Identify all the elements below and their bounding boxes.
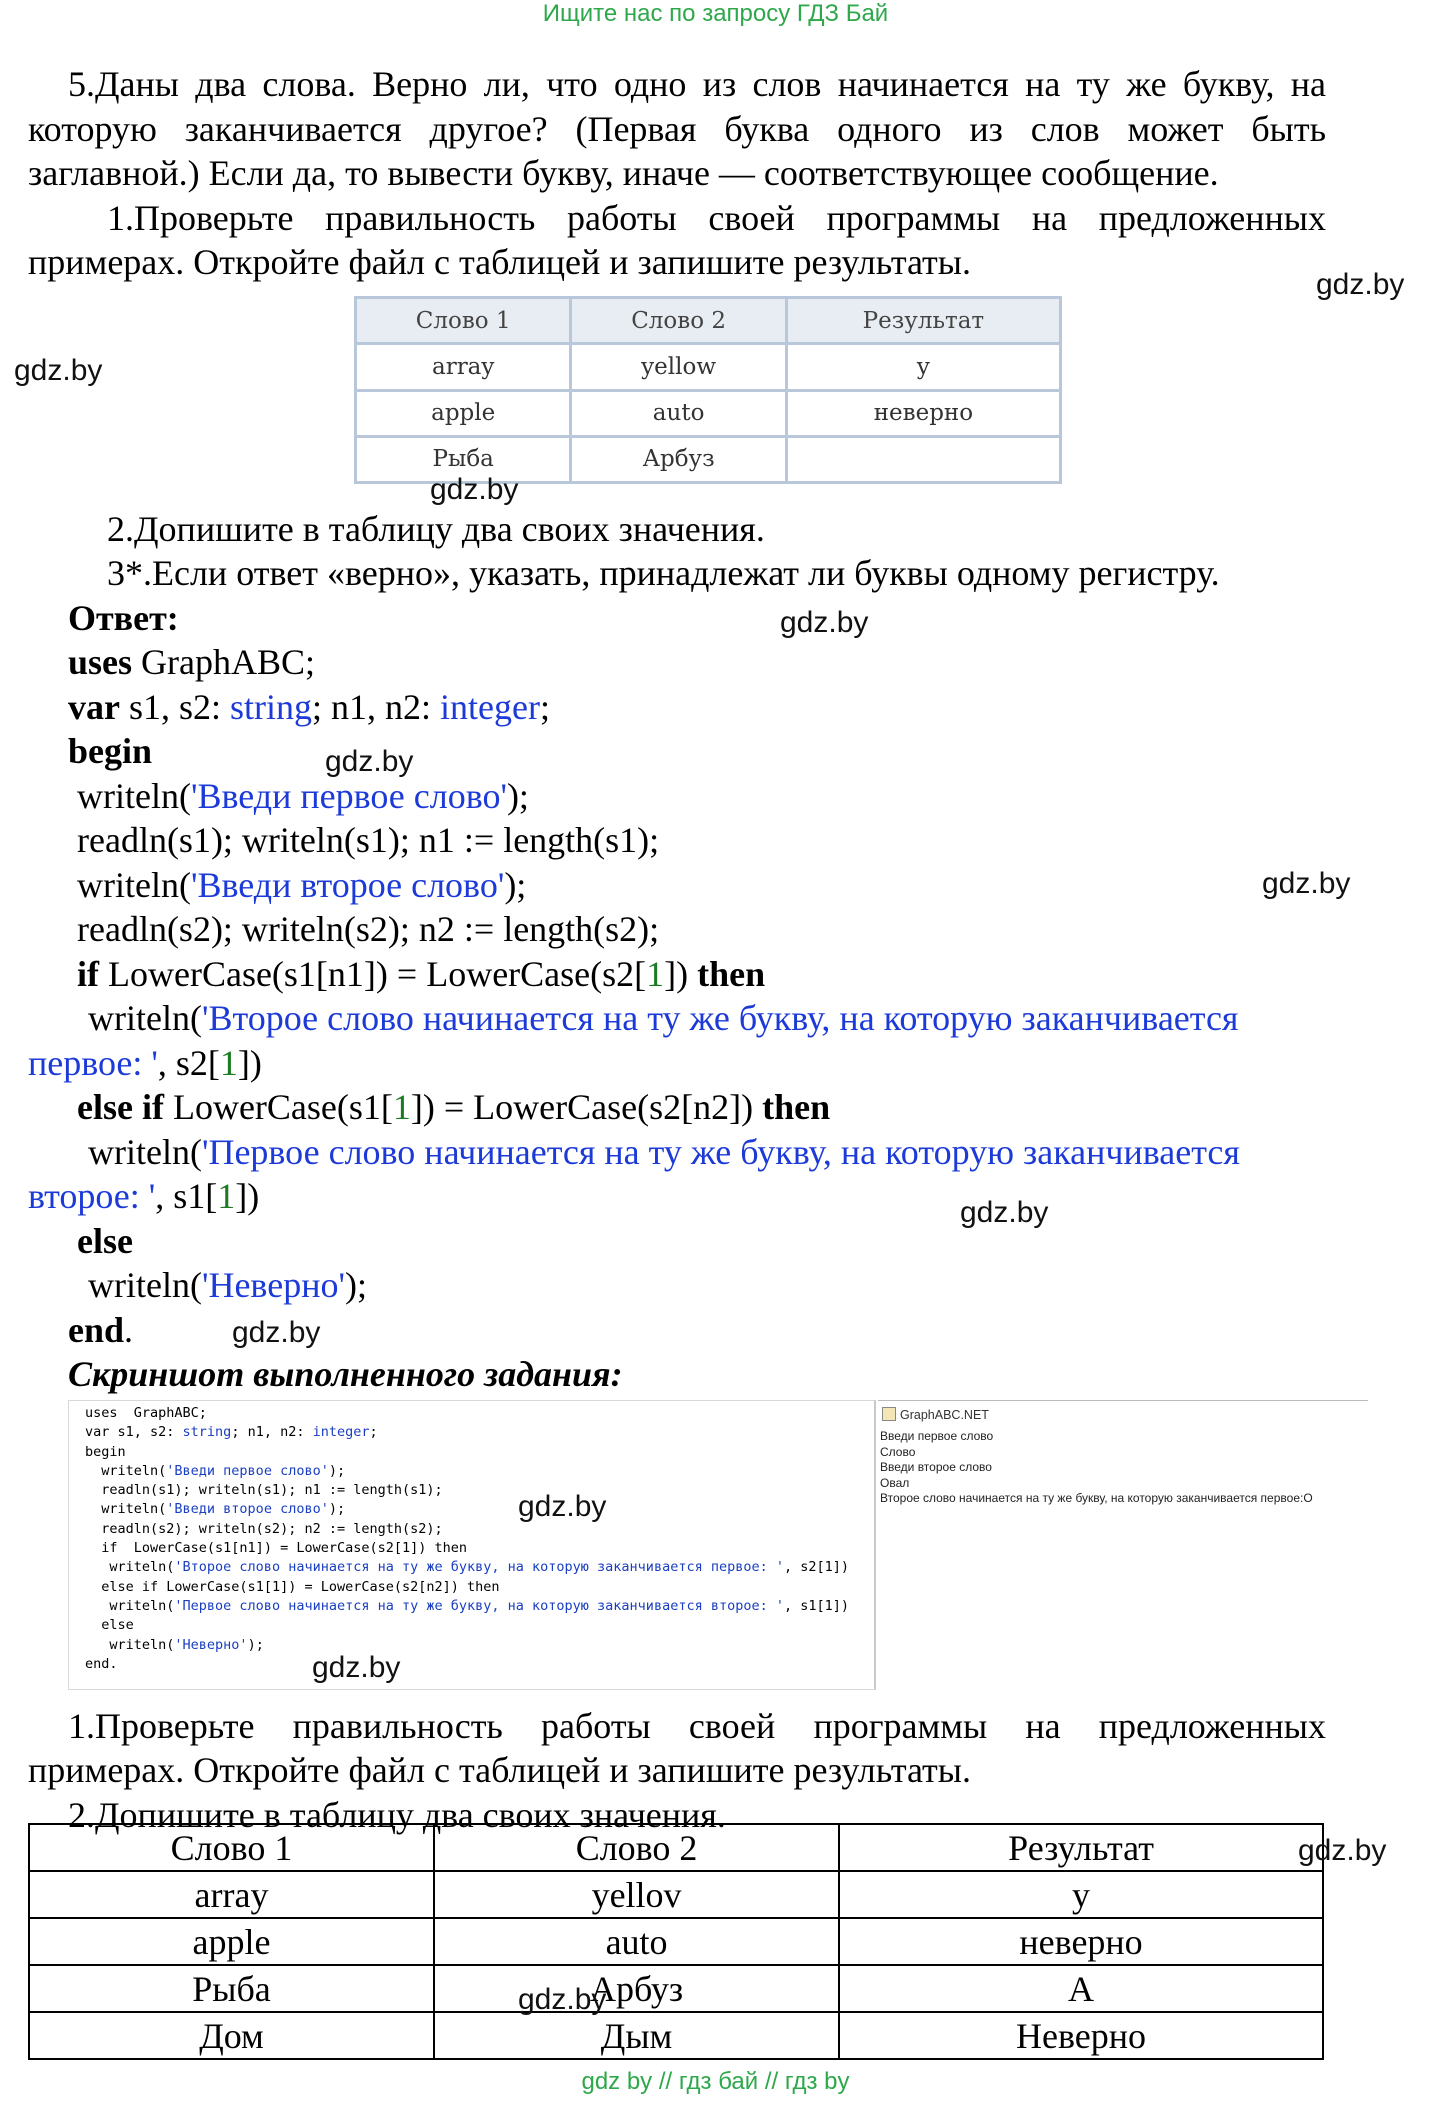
step-2: 2.Допишите в таблицу два своих значения. bbox=[107, 509, 765, 549]
table-cell: array bbox=[29, 1871, 434, 1918]
screenshot-code-line bbox=[85, 1520, 874, 1539]
code-text: ); bbox=[328, 1501, 346, 1518]
code-keyword: then bbox=[467, 1578, 500, 1595]
code-line-writeln-3-cont bbox=[28, 1041, 262, 1086]
code-type: string bbox=[230, 687, 313, 727]
bottom-line-1: 1.Проверьте правильность работы своей программы на предложенных bbox=[68, 1706, 1326, 1746]
table-cell: y bbox=[786, 344, 1060, 390]
table-cell: Дым bbox=[434, 2012, 839, 2059]
screenshot-code-line bbox=[85, 1500, 874, 1519]
code-line-writeln-5 bbox=[88, 1263, 367, 1308]
table-header: Слово 1 bbox=[29, 1824, 434, 1871]
code-keyword: else if bbox=[85, 1578, 159, 1595]
code-keyword: var bbox=[85, 1424, 110, 1441]
watermark: gdz.by bbox=[518, 1490, 607, 1523]
code-type: string bbox=[182, 1424, 232, 1441]
task-line-1: 5.Даны два слова. Верно ли, что одно из слов начинается на ту же букву, на bbox=[68, 64, 1326, 104]
code-text: readln(s2); writeln(s2); n2 := length(s2); bbox=[85, 1520, 443, 1537]
table-cell: auto bbox=[571, 390, 786, 436]
code-text: writeln( bbox=[85, 1597, 175, 1614]
program-screenshot bbox=[68, 1400, 1368, 1690]
table-cell: Дом bbox=[29, 2012, 434, 2059]
code-line-uses bbox=[68, 640, 315, 685]
code-keyword: then bbox=[762, 1087, 831, 1127]
code-string: 'Первое слово начинается на ту же букву, на которую заканчивается второе: ' bbox=[174, 1597, 784, 1614]
table-cell: array bbox=[356, 344, 571, 390]
screenshot-code-line bbox=[85, 1636, 874, 1655]
code-string: 'Второе слово начинается на ту же букву, на которую заканчивается первое: ' bbox=[174, 1559, 784, 1576]
code-line-writeln-4 bbox=[88, 1130, 1240, 1175]
table-cell: yellow bbox=[571, 344, 786, 390]
code-text: ); bbox=[328, 1462, 346, 1479]
table-header: Результат bbox=[786, 298, 1060, 344]
code-line-writeln-4-cont bbox=[28, 1174, 259, 1219]
code-number: 1 bbox=[217, 1176, 236, 1216]
code-text: . bbox=[109, 1655, 118, 1672]
table-header: Слово 2 bbox=[571, 298, 786, 344]
code-text: GraphABC; bbox=[132, 642, 316, 682]
screenshot-code-line bbox=[85, 1443, 874, 1462]
code-keyword: begin bbox=[85, 1443, 126, 1460]
code-text: writeln( bbox=[88, 1265, 202, 1305]
code-text: s1, s2: bbox=[109, 1424, 183, 1441]
screenshot-heading: Скриншот выполненного задания: bbox=[68, 1354, 623, 1394]
code-keyword: end bbox=[68, 1310, 125, 1350]
watermark: gdz.by bbox=[232, 1316, 321, 1349]
code-text: writeln( bbox=[77, 776, 191, 816]
code-line-end bbox=[68, 1308, 133, 1353]
code-text: LowerCase(s1[n1]) = LowerCase(s2[1]) bbox=[117, 1540, 435, 1557]
watermark: gdz.by bbox=[1262, 867, 1351, 900]
output-line: Слово bbox=[880, 1444, 916, 1459]
table-header: Слово 2 bbox=[434, 1824, 839, 1871]
code-keyword: uses bbox=[85, 1405, 118, 1421]
code-text: ); bbox=[247, 1636, 264, 1653]
watermark: gdz.by bbox=[312, 1651, 401, 1684]
code-line-writeln-3 bbox=[88, 996, 1238, 1041]
code-type: integer bbox=[312, 1424, 370, 1441]
task-line-3: заглавной.) Если да, то вывести букву, иначе — соответствующее сообщение. bbox=[28, 153, 1219, 193]
code-keyword: then bbox=[697, 954, 766, 994]
code-keyword: end bbox=[85, 1655, 110, 1672]
code-text: ); bbox=[506, 776, 529, 816]
bottom-step-2: 2.Допишите в таблицу два своих значения. bbox=[68, 1795, 726, 1835]
answer-label: Ответ: bbox=[68, 598, 179, 638]
screenshot-code-line bbox=[85, 1462, 874, 1481]
table-cell: А bbox=[839, 1965, 1323, 2012]
watermark: gdz.by bbox=[518, 1983, 607, 2016]
code-text: LowerCase(s1[ bbox=[163, 1087, 393, 1127]
code-keyword: uses bbox=[68, 642, 133, 682]
app-icon bbox=[882, 1407, 896, 1421]
code-string: 'Введи второе слово' bbox=[166, 1501, 329, 1518]
code-text: s1, s2: bbox=[119, 687, 231, 727]
code-text: writeln( bbox=[85, 1559, 175, 1576]
screenshot-code-line bbox=[85, 1597, 874, 1616]
code-text: , s1[ bbox=[155, 1176, 218, 1216]
code-text: ]) = LowerCase(s2[n2]) bbox=[410, 1087, 763, 1127]
code-line-if bbox=[77, 952, 765, 997]
code-text: ]) bbox=[235, 1176, 260, 1216]
output-window bbox=[878, 1400, 1368, 1690]
screenshot-code-line bbox=[85, 1539, 874, 1558]
table-cell: Арбуз bbox=[571, 436, 786, 482]
watermark: gdz.by bbox=[1298, 1834, 1387, 1867]
table-cell: Рыба bbox=[29, 1965, 434, 2012]
table-cell: y bbox=[839, 1871, 1323, 1918]
window-title-text: GraphABC.NET bbox=[900, 1408, 989, 1422]
task-line-2: которую заканчивается другое? (Первая буква одного из слов может быть bbox=[28, 109, 1326, 149]
watermark: gdz.by bbox=[780, 606, 869, 639]
code-line-readln-2: readln(s2); writeln(s2); n2 := length(s2); bbox=[77, 909, 660, 949]
code-keyword: then bbox=[434, 1540, 468, 1557]
code-line-writeln-2 bbox=[77, 863, 526, 908]
code-number: 1 bbox=[646, 954, 665, 994]
code-string: 'Введи первое слово' bbox=[166, 1462, 329, 1479]
code-text: ]) bbox=[237, 1043, 262, 1083]
code-text: writeln( bbox=[85, 1501, 167, 1518]
code-keyword: else if bbox=[77, 1087, 164, 1127]
screenshot-code-line bbox=[85, 1404, 874, 1423]
table-header: Слово 1 bbox=[356, 298, 571, 344]
watermark: gdz.by bbox=[960, 1196, 1049, 1229]
code-text: LowerCase(s1[n1]) = LowerCase(s2[ bbox=[99, 954, 647, 994]
screenshot-code-line bbox=[85, 1578, 874, 1597]
output-window-title bbox=[878, 1400, 1368, 1429]
output-line: Введи первое слово bbox=[880, 1429, 994, 1443]
screenshot-code-line bbox=[85, 1558, 874, 1577]
code-line-else-if bbox=[77, 1085, 830, 1130]
code-string: 'Второе слово начинается на ту же букву, на которую заканчивается bbox=[201, 998, 1239, 1038]
table-cell: apple bbox=[356, 390, 571, 436]
screenshot-code-line bbox=[85, 1655, 874, 1674]
output-line: Введи второе слово bbox=[880, 1460, 992, 1474]
task-line-5: примерах. Откройте файл с таблицей и запишите результаты. bbox=[28, 242, 971, 282]
code-text: GraphABC; bbox=[117, 1405, 207, 1421]
code-text: writeln( bbox=[88, 1132, 202, 1172]
code-text: ; bbox=[369, 1424, 378, 1441]
code-string: 'Неверно' bbox=[174, 1636, 248, 1653]
output-line: Второе слово начинается на ту же букву, на которую заканчивается первое:О bbox=[880, 1491, 1313, 1505]
code-number: 1 bbox=[392, 1087, 411, 1127]
code-keyword: var bbox=[68, 687, 120, 727]
code-text: , s2[ bbox=[157, 1043, 220, 1083]
code-type: integer bbox=[440, 687, 540, 727]
code-text: ; n1, n2: bbox=[231, 1424, 313, 1441]
code-text: , s1[1]) bbox=[783, 1597, 850, 1614]
watermark: gdz.by bbox=[325, 745, 414, 778]
code-line-else: else bbox=[77, 1221, 133, 1261]
table-cell: yellov bbox=[434, 1871, 839, 1918]
task-line-4: 1.Проверьте правильность работы своей программы на предложенных bbox=[107, 198, 1326, 238]
code-line-writeln-1 bbox=[77, 774, 529, 819]
footer-links[interactable]: gdz by // гдз бай // гдз by bbox=[581, 2068, 850, 2095]
table-cell: Арбуз bbox=[434, 1965, 839, 2012]
output-line: Овал bbox=[880, 1475, 910, 1490]
code-text: writeln( bbox=[77, 865, 191, 905]
code-editor-pane bbox=[68, 1400, 876, 1690]
code-text: , s2[1]) bbox=[783, 1559, 850, 1576]
code-text: writeln( bbox=[85, 1636, 175, 1653]
code-text: ); bbox=[504, 865, 527, 905]
code-line-begin: begin bbox=[68, 731, 153, 771]
code-number: 1 bbox=[219, 1043, 238, 1083]
code-string: 'Первое слово начинается на ту же букву, на которую заканчивается bbox=[201, 1132, 1240, 1172]
watermark: gdz.by bbox=[430, 473, 519, 506]
code-string: первое: ' bbox=[28, 1043, 158, 1083]
code-string: 'Введи второе слово' bbox=[190, 865, 505, 905]
code-text: LowerCase(s1[1]) = LowerCase(s2[n2]) bbox=[158, 1578, 468, 1595]
example-table bbox=[354, 296, 1062, 484]
code-string: второе: ' bbox=[28, 1176, 156, 1216]
screenshot-code-line bbox=[85, 1423, 874, 1442]
screenshot-code-line bbox=[85, 1481, 874, 1500]
table-cell: auto bbox=[434, 1918, 839, 1965]
table-cell: неверно bbox=[839, 1918, 1323, 1965]
code-text: readln(s1); writeln(s1); n1 := length(s1); bbox=[85, 1482, 443, 1499]
step-3: 3*.Если ответ «верно», указать, принадлежат ли буквы одному регистру. bbox=[107, 553, 1220, 593]
watermark: gdz.by bbox=[1316, 268, 1405, 301]
code-text: ); bbox=[344, 1265, 367, 1305]
code-line-readln-1: readln(s1); writeln(s1); n1 := length(s1); bbox=[77, 820, 660, 860]
table-header: Результат bbox=[839, 1824, 1323, 1871]
table-cell bbox=[786, 436, 1060, 482]
code-text: ; bbox=[540, 687, 551, 727]
code-line-var bbox=[68, 685, 550, 730]
bottom-line-2: примерах. Откройте файл с таблицей и запишите результаты. bbox=[28, 1750, 971, 1790]
code-keyword: if bbox=[77, 954, 99, 994]
code-text: writeln( bbox=[85, 1462, 167, 1479]
table-cell: apple bbox=[29, 1918, 434, 1965]
code-string: 'Введи первое слово' bbox=[190, 776, 507, 816]
code-text: writeln( bbox=[88, 998, 202, 1038]
code-string: 'Неверно' bbox=[201, 1265, 345, 1305]
code-text: ; n1, n2: bbox=[312, 687, 441, 727]
code-text: ]) bbox=[664, 954, 698, 994]
screenshot-code-line bbox=[85, 1616, 874, 1635]
code-keyword: if bbox=[85, 1540, 118, 1557]
table-cell: Неверно bbox=[839, 2012, 1323, 2059]
result-table bbox=[28, 1823, 1324, 2060]
table-cell: неверно bbox=[786, 390, 1060, 436]
table-cell: Рыба bbox=[356, 436, 571, 482]
watermark: gdz.by bbox=[14, 354, 103, 387]
code-keyword: else bbox=[85, 1617, 134, 1634]
code-text: . bbox=[124, 1310, 134, 1350]
top-banner[interactable]: Ищите нас по запросу ГДЗ Бай bbox=[542, 0, 889, 27]
